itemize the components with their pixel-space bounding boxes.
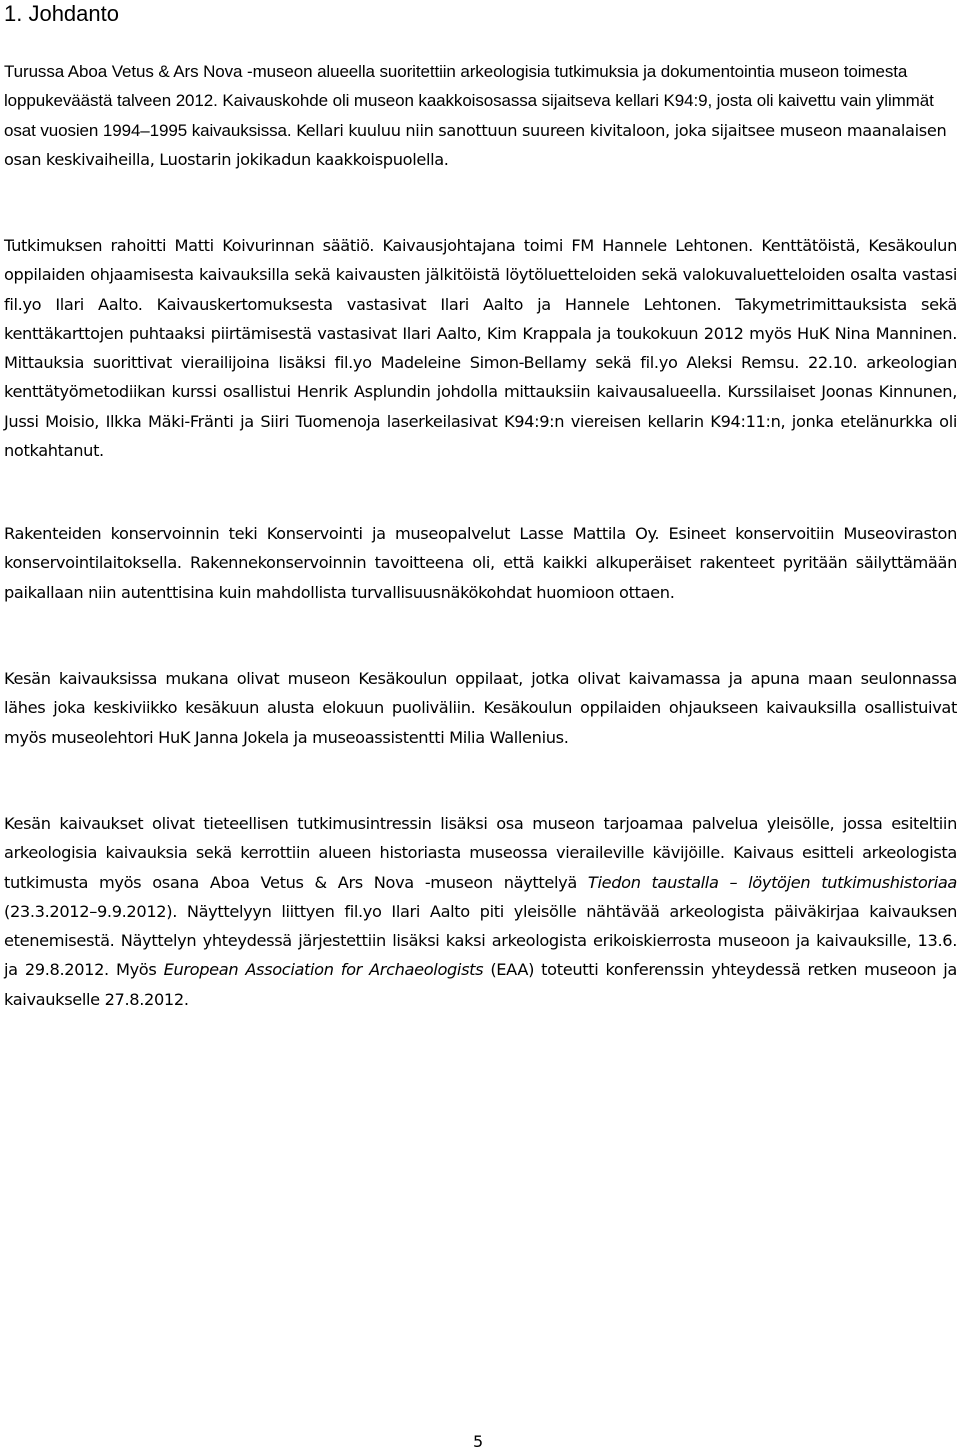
page-heading: 1. Johdanto [4,1,119,26]
outreach-text-c: (EAA) toteutti konferenssin yhteydessä retken museoon ja kaivaukselle 27.8.2012. [4,960,957,1009]
page-number: 5 [473,1432,484,1451]
paragraph-conservation: Rakenteiden konservoinnin teki Konservointi ja museopalvelut Lasse Mattila Oy. Esineet konservoitiin Museoviraston konservointilaitoksella. Rakennekonservoinnin tavoitteena oli, että kaikki alkuperäiset rakenteet pyritään säilyttämään paikallaan niin autenttisina kuin mahdollista turvallisuusnäkökohdat huomioon ottaen. [4,524,957,602]
exhibition-title: Tiedon taustalla – löytöjen tutkimushistoriaa [587,872,957,892]
paragraph-funding-staff: Tutkimuksen rahoitti Matti Koivurinnan säätiö. Kaivausjohtajana toimi FM Hannele Lehtonen. Kenttätöistä, Kesäkoulun oppilaiden ohjaamisesta kaivauksilla sekä kaivausten jälkitöistä löytöluetteloiden sekä valokuvaluetteloiden osalta vastasi fil.yo Ilari Aalto. Kaivauskertomuksesta vastasivat Ilari Aalto ja Hannele Lehtonen. Takymetrimittauksista sekä kenttäkarttojen puhtaaksi piirtämisestä vastasivat Ilari Aalto, Kim Krappala ja toukokuun 2012 myös HuK Nina Manninen. Mittauksia suorittivat vierailijoina lisäksi fil.yo Madeleine Simon-Bellamy sekä fil.yo Aleksi Remsu. 22.10. arkeologian kenttätyömetodiikan kurssi osallistui Henrik Asplundin johdolla mittauksiin kaivausalueella. Kurssilaiset Joonas Kinnunen, Jussi Moisio, Ilkka Mäki-Fränti ja Siiri Tuomenoja laserkeilasivat K94:9:n viereisen kellarin K94:11:n, jonka etelänurkka oli notkahtanut. [4,236,957,461]
paragraph-summer-school: Kesän kaivauksissa mukana olivat museon Kesäkoulun oppilaat, jotka olivat kaivamassa ja apuna maan seulonnassa lähes joka keskiviikko kesäkuun alusta elokuun puoliväliin. Kesäkoulun oppilaiden ohjaukseen kaivauksilla osallistuivat myös museolehtori HuK Janna Jokela ja museoassistentti Milia Wallenius. [4,669,957,747]
outreach-text-a: Kesän kaivaukset olivat tieteellisen tutkimusintressin lisäksi osa museon tarjoamaa palvelua yleisölle, jossa esiteltiin arkeologisia kaivauksia sekä kerrottiin alueen historiasta museossa vieraileville kävijöille. Kaivaus esitteli arkeologista tutkimusta myös osana Aboa Vetus & Ars Nova -museon näyttelyä [4,814,957,892]
paragraph-public-outreach [4,809,957,1014]
organization-name: European Association for Archaeologists [163,960,484,980]
intro-text-arial: Turussa Aboa Vetus & Ars Nova -museon alueella suoritettiin arkeologisia tutkimuksia ja dokumentointia museon toimesta loppukeväästä talveen 2012. Kaivauskohde oli museon kaakkoisosassa sijaitseva kellari K94:9, josta oli kaivettu vain ylimmät osat vuosien 1994–1995 kaivauksissa. [4,62,934,140]
paragraph-intro [4,57,957,174]
intro-text-calibri: Kellari kuuluu niin sanottuun suureen kivitaloon, joka sijaitsee museon maanalaisen osan keskivaiheilla, Luostarin jokikadun kaakkoispuolella. [4,120,947,169]
outreach-text-b: (23.3.2012–9.9.2012). Näyttelyyn liittyen fil.yo Ilari Aalto piti yleisölle nähtävää arkeologista päiväkirjaa kaivauksen etenemisestä. Näyttelyn yhteydessä järjestettiin lisäksi kaksi arkeologista erikoiskierrosta museoon ja kaivauksille, 13.6. ja 29.8.2012. Myös [4,901,957,980]
